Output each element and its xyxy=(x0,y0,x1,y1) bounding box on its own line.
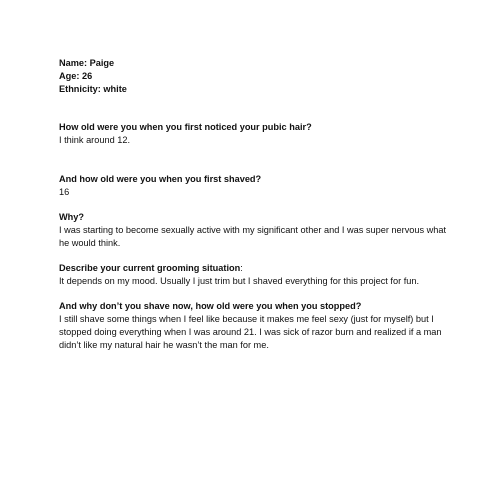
document-page xyxy=(59,57,451,352)
question-1: How old were you when you first noticed your pubic hair? xyxy=(59,122,312,132)
ethnicity-line: Ethnicity: white xyxy=(59,84,127,94)
question-3: Why? xyxy=(59,212,85,222)
question-4: Describe your current grooming situation xyxy=(59,263,241,273)
age-line: Age: 26 xyxy=(59,71,93,81)
answer-4: It depends on my mood. Usually I just trim but I shaved everything for this project for fun. xyxy=(59,276,420,286)
question-5: And why don’t you shave now, how old were you when you stopped? xyxy=(59,301,362,311)
question-4-suffix: : xyxy=(240,263,243,273)
spacer xyxy=(59,288,451,300)
question-2: And how old were you when you first shaved? xyxy=(59,174,262,184)
answer-5: I still shave some things when I feel like because it makes me feel sexy (just for myself) but I stopped doing everything when I was around 21. I was sick of razor burn and realized if a man didn’t like my natural hair he wasn’t the man for me. xyxy=(59,314,442,350)
spacer xyxy=(59,147,451,173)
name-line: Name: Paige xyxy=(59,58,115,68)
spacer xyxy=(59,250,451,262)
question-4-line xyxy=(59,262,451,275)
answer-1: I think around 12. xyxy=(59,135,130,145)
answer-3: I was starting to become sexually active with my significant other and I was super nervous what he would think. xyxy=(59,225,447,248)
answer-2: 16 xyxy=(59,187,70,197)
spacer xyxy=(59,96,451,121)
spacer xyxy=(59,199,451,211)
